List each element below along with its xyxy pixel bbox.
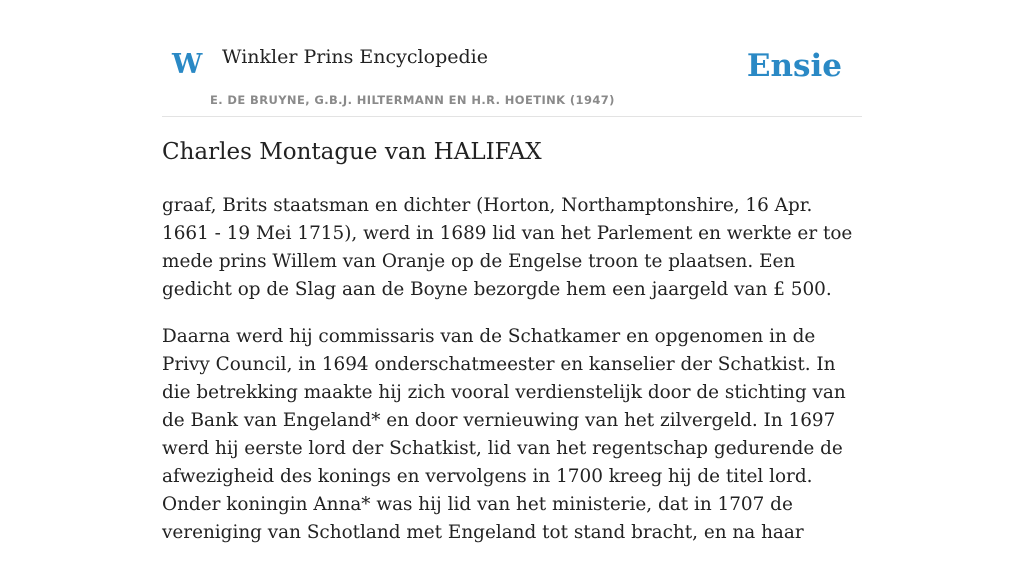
- header: [162, 0, 862, 117]
- article-paragraph-2: Daarna werd hij commissaris van de Schatkamer en opgenomen in de Privy Council, in 1694 onderschatmeester en kanselier der Schatkist. In die betrekking maakte hij zich vooral verdienstelijk door de stichting van de Bank van Engeland* en door vernieuwing van het zilvergeld. In 1697 werd hij eerste lord der Schatkist, lid van het regentschap gedurende de afwezigheid des konings en vervolgens in 1700 kreeg hij de titel lord. Onder koningin Anna* was hij lid van het ministerie, dat in 1707 de vereniging van Schotland met Engeland tot stand bracht, en na haar: [162, 326, 846, 543]
- encyclopedia-logo-icon[interactable]: W: [172, 49, 203, 80]
- source-title[interactable]: Winkler Prins Encyclopedie: [222, 46, 488, 68]
- article-paragraph-1: graaf, Brits staatsman en dichter (Horton, Northamptonshire, 16 Apr. 1661 - 19 Mei 1715), werd in 1689 lid van het Parlement en werkte er toe mede prins Willem van Oranje op de Engelse troon te plaatsen. Een gedicht op de Slag aan de Boyne bezorgde hem een jaargeld van £ 500.: [162, 195, 853, 300]
- article-body: [162, 192, 862, 566]
- ensie-logo[interactable]: Ensie: [746, 48, 842, 84]
- article-title: Charles Montague van HALIFAX: [162, 139, 542, 165]
- source-authors: E. DE BRUYNE, G.B.J. HILTERMANN EN H.R. HOETINK (1947): [210, 93, 615, 107]
